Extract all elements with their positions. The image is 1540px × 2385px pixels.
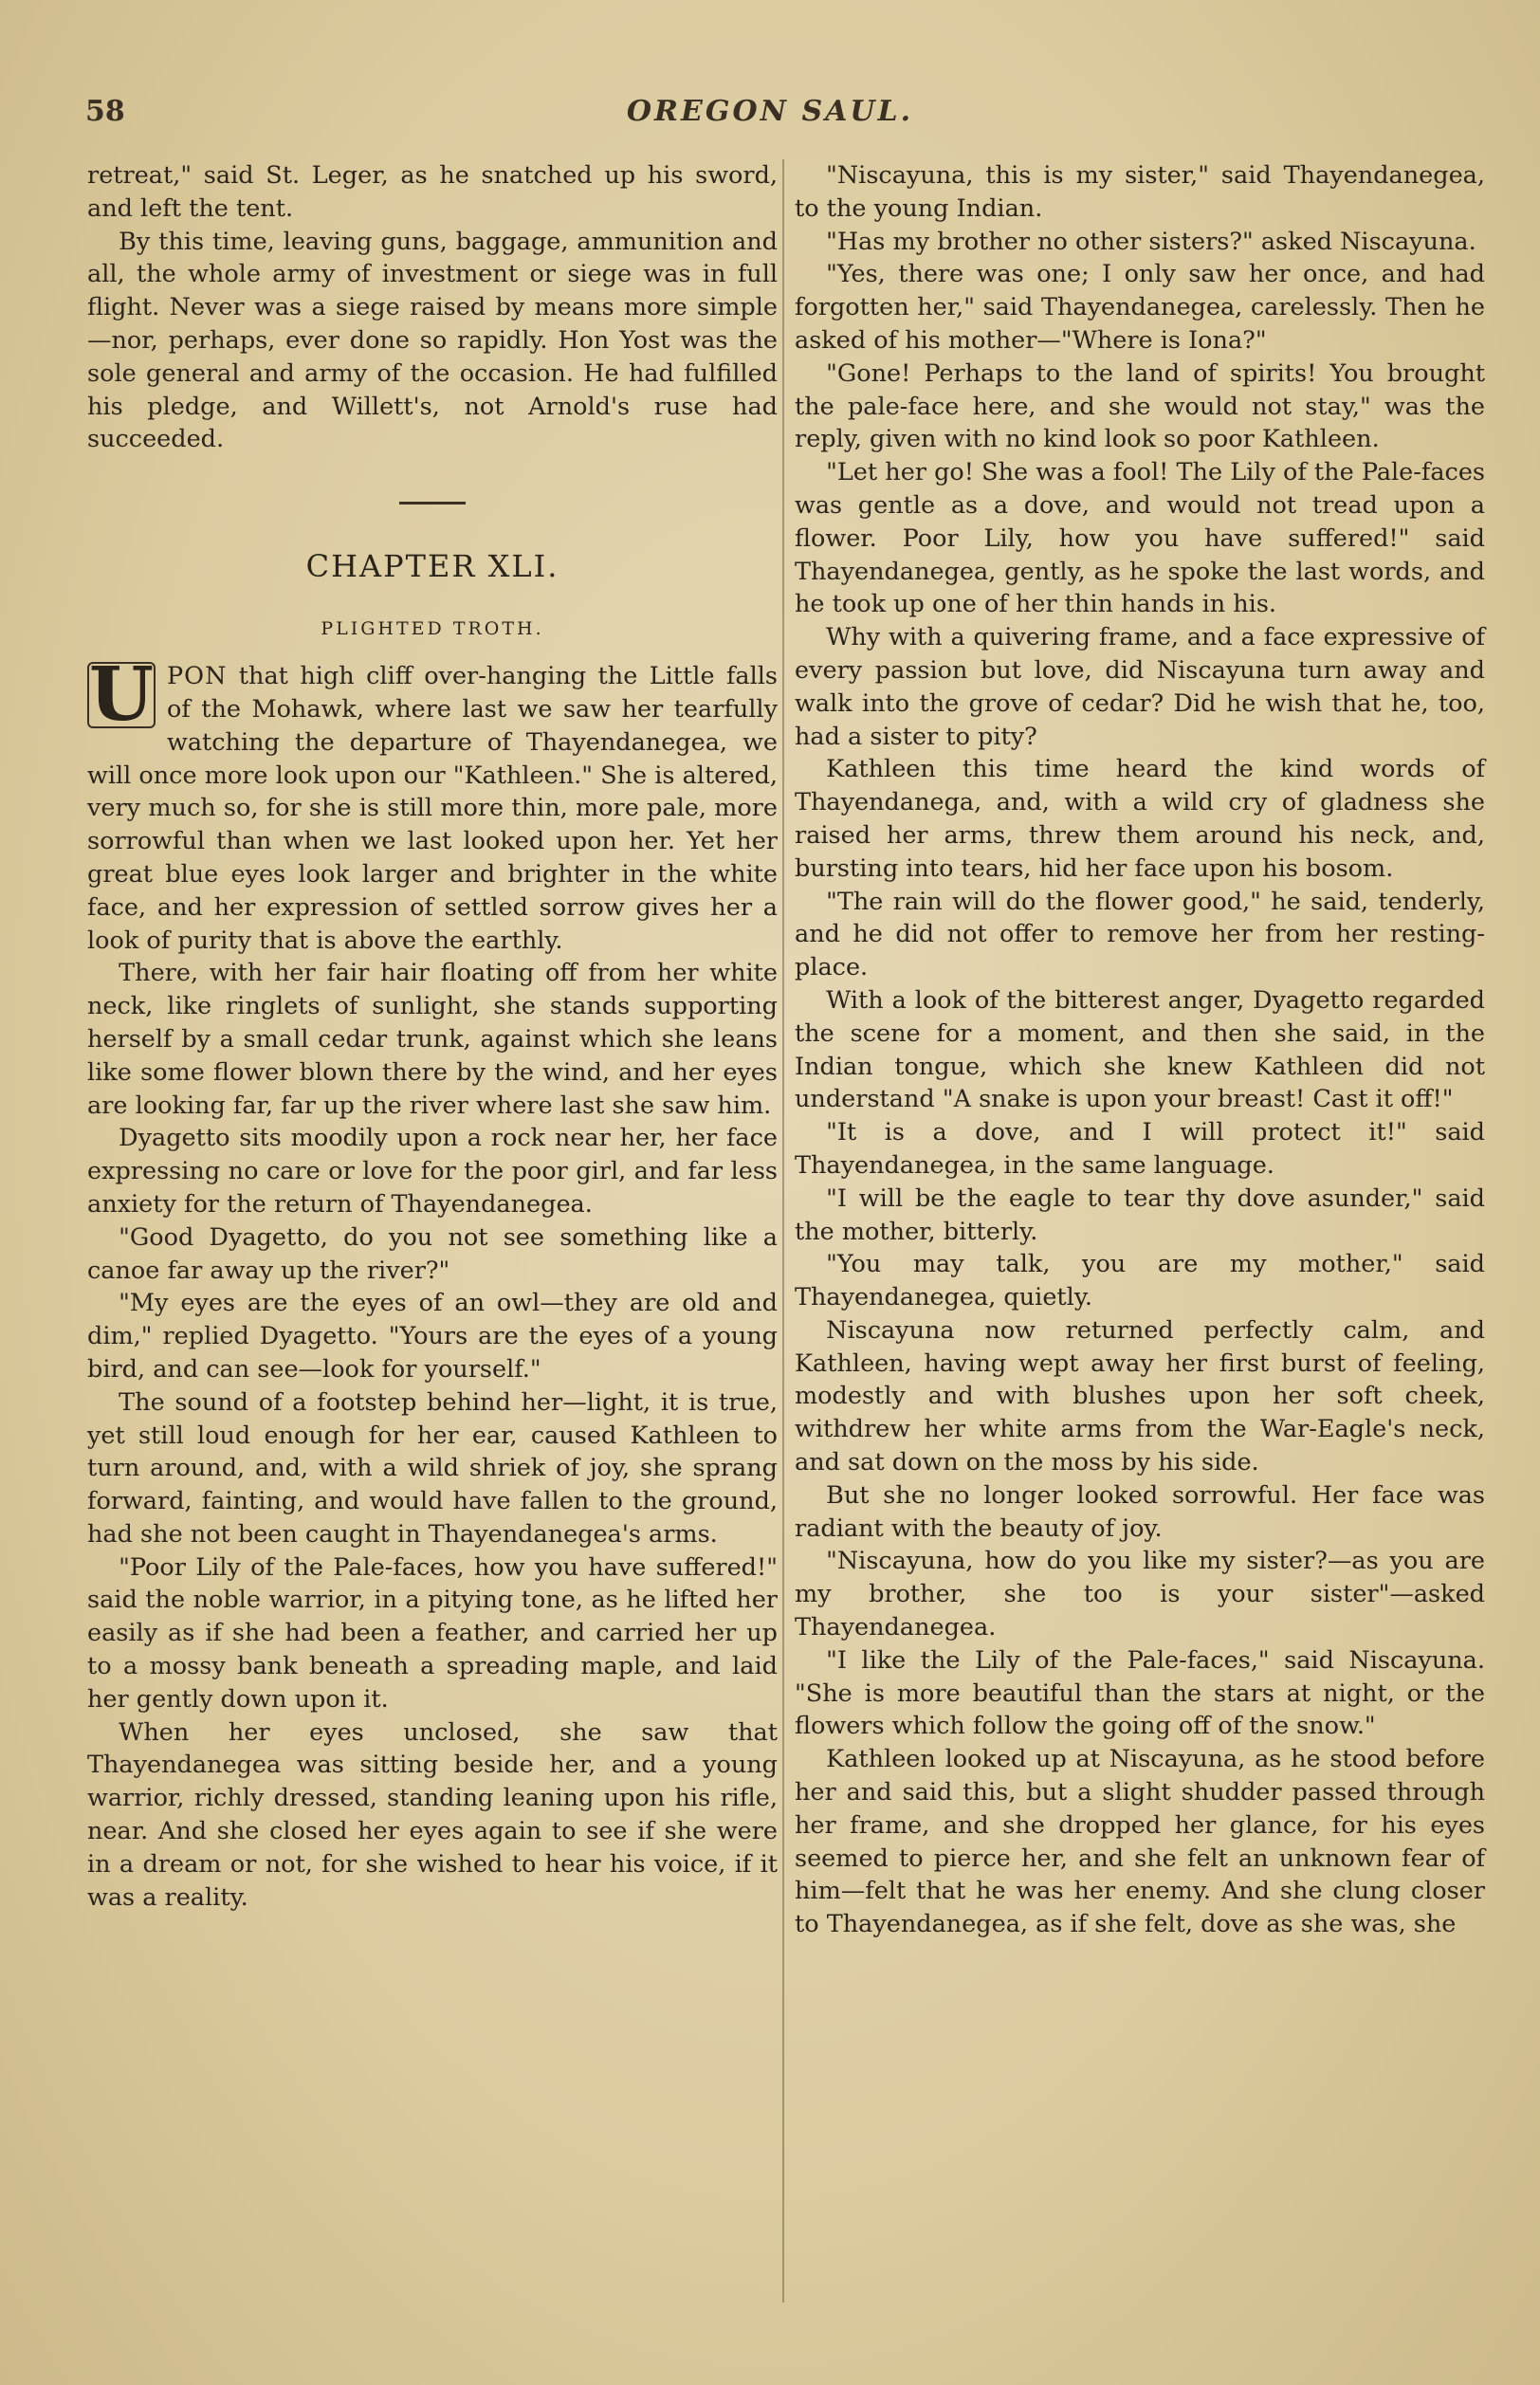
paragraph: "Niscayuna, how do you like my sister?—as you are my brother, she too is your sister"—asked Thayendanegea. bbox=[795, 1547, 1485, 1642]
left-column bbox=[87, 159, 778, 1914]
paragraph: Kathleen looked up at Niscayuna, as he stood before her and said this, but a slight shudder passed through her frame, and she dropped her glance, for his eyes seemed to pierce her, and she felt an unknown fear of him—felt that he was her enemy. And she clung closer to Thayendanegea, as if she felt, dove as she was, she bbox=[795, 1745, 1485, 1939]
paragraph: Dyagetto sits moodily upon a rock near her, her face expressing no care or love for the poor girl, and far less anxiety for the return of Thayendanegea. bbox=[87, 1124, 778, 1219]
right-column bbox=[795, 159, 1485, 1941]
page-number: 58 bbox=[85, 95, 125, 128]
paragraph: "Yes, there was one; I only saw her once, and had forgotten her," said Thayendanegea, carelessly. Then he asked of his mother—"Where is Iona?" bbox=[795, 260, 1485, 355]
paragraph: "The rain will do the flower good," he said, tenderly, and he did not offer to remove her from her resting-place. bbox=[795, 887, 1485, 982]
paragraph: By this time, leaving guns, baggage, ammunition and all, the whole army of investment or siege was in full flight. Never was a siege raised by means more simple—nor, perhaps, ever done so rapidly. Hon Yost was the sole general and army of the occasion. He had fulfilled his pledge, and Willett's, not Arnold's ruse had succeeded. bbox=[87, 227, 778, 454]
paragraph: "My eyes are the eyes of an owl—they are old and dim," replied Dyagetto. "Yours are the eyes of a young bird, and can see—look for yourself." bbox=[87, 1289, 778, 1384]
paragraph: But she no longer looked sorrowful. Her face was radiant with the beauty of joy. bbox=[795, 1480, 1485, 1543]
page-header bbox=[85, 95, 1455, 142]
opening-lead: PON bbox=[167, 662, 228, 691]
paragraph: When her eyes unclosed, she saw that Thayendanegea was sitting beside her, and a young warrior, richly dressed, standing leaning upon his rifle, near. And she closed her eyes again to see if she were in a dream or not, for she wished to hear his voice, if it was a reality. bbox=[87, 1717, 778, 1912]
paragraph: Why with a quivering frame, and a face expressive of every passion but love, did Niscayuna turn away and walk into the grove of cedar? Did he wish that he, too, had a sister to pity? bbox=[795, 623, 1485, 751]
opening-text: that high cliff over-hanging the Little falls of the Mohawk, where last we saw her tearfully watching the departure of Thayendanegea, we will once more look upon our "Kathleen." She is altered, very much so, for she is still more thin, more pale, more sorrowful than when we last looked upon her. Yet her great blue eyes look larger and brighter in the white face, and her expression of settled sorrow gives her a look of purity that is above the earthly. bbox=[87, 662, 778, 955]
paragraph: "Has my brother no other sisters?" asked Niscayuna. bbox=[826, 227, 1476, 256]
paragraph: "I like the Lily of the Pale-faces," said Niscayuna. "She is more beautiful than the stars at night, or the flowers which follow the going off of the snow." bbox=[795, 1645, 1485, 1741]
paragraph: retreat," said St. Leger, as he snatched up his sword, and left the tent. bbox=[87, 161, 778, 223]
paragraph: "Good Dyagetto, do you not see something like a canoe far away up the river?" bbox=[87, 1222, 778, 1285]
running-title: OREGON SAUL. bbox=[626, 95, 914, 128]
drop-cap: U bbox=[89, 651, 155, 739]
paragraph: With a look of the bitterest anger, Dyagetto regarded the scene for a moment, and then she said, in the Indian tongue, which she knew Kathleen did not understand "A snake is upon your breast! Cast it off!" bbox=[795, 985, 1485, 1114]
paragraph: "Gone! Perhaps to the land of spirits! You brought the pale-face here, and she would not stay," was the reply, given with no kind look so poor Kathleen. bbox=[795, 358, 1485, 454]
chapter-opening-paragraph bbox=[87, 651, 778, 957]
chapter-subtitle: PLIGHTED TROTH. bbox=[321, 618, 544, 640]
paragraph: Kathleen this time heard the kind words of Thayendanega, and, with a wild cry of gladness she raised her arms, threw them around his neck, and, bursting into tears, hid her face upon his bosom. bbox=[795, 755, 1485, 883]
paragraph: "You may talk, you are my mother," said Thayendanegea, quietly. bbox=[795, 1250, 1485, 1312]
section-divider bbox=[399, 502, 466, 505]
paragraph: There, with her fair hair floating off from her white neck, like ringlets of sunlight, she stands supporting herself by a small cedar trunk, against which she leans like some flower blown there by the wind, and her eyes are looking far, far up the river where last she saw him. bbox=[87, 959, 778, 1120]
paragraph: "Let her go! She was a fool! The Lily of the Pale-faces was gentle as a dove, and would not tread upon a flower. Poor Lily, how you have suffered!" said Thayendanegea, gently, as he spoke the last words, and he took up one of her thin hands in his. bbox=[795, 458, 1485, 619]
paragraph: Niscayuna now returned perfectly calm, and Kathleen, having wept away her first burst of feeling, modestly and with blushes upon her soft cheek, withdrew her white arms from the War-Eagle's neck, and sat down on the moss by his side. bbox=[795, 1315, 1485, 1477]
paragraph: The sound of a footstep behind her—light, it is true, yet still loud enough for her ear, caused Kathleen to turn around, and, with a wild shriek of joy, she sprang forward, fainting, and would have fallen to the ground, had she not been caught in Thayendanegea's arms. bbox=[87, 1387, 778, 1549]
paragraph: "Poor Lily of the Pale-faces, how you have suffered!" said the noble warrior, in a pitying tone, as he lifted her easily as if she had been a feather, and carried her up to a mossy bank beneath a spreading maple, and laid her gently down upon it. bbox=[87, 1552, 778, 1714]
paragraph: "I will be the eagle to tear thy dove asunder," said the mother, bitterly. bbox=[795, 1183, 1485, 1246]
column-divider bbox=[782, 159, 784, 2302]
paragraph: "It is a dove, and I will protect it!" said Thayendanegea, in the same language. bbox=[795, 1118, 1485, 1180]
chapter-heading: CHAPTER XLI. bbox=[305, 548, 559, 585]
paragraph: "Niscayuna, this is my sister," said Thayendanegea, to the young Indian. bbox=[795, 161, 1485, 223]
